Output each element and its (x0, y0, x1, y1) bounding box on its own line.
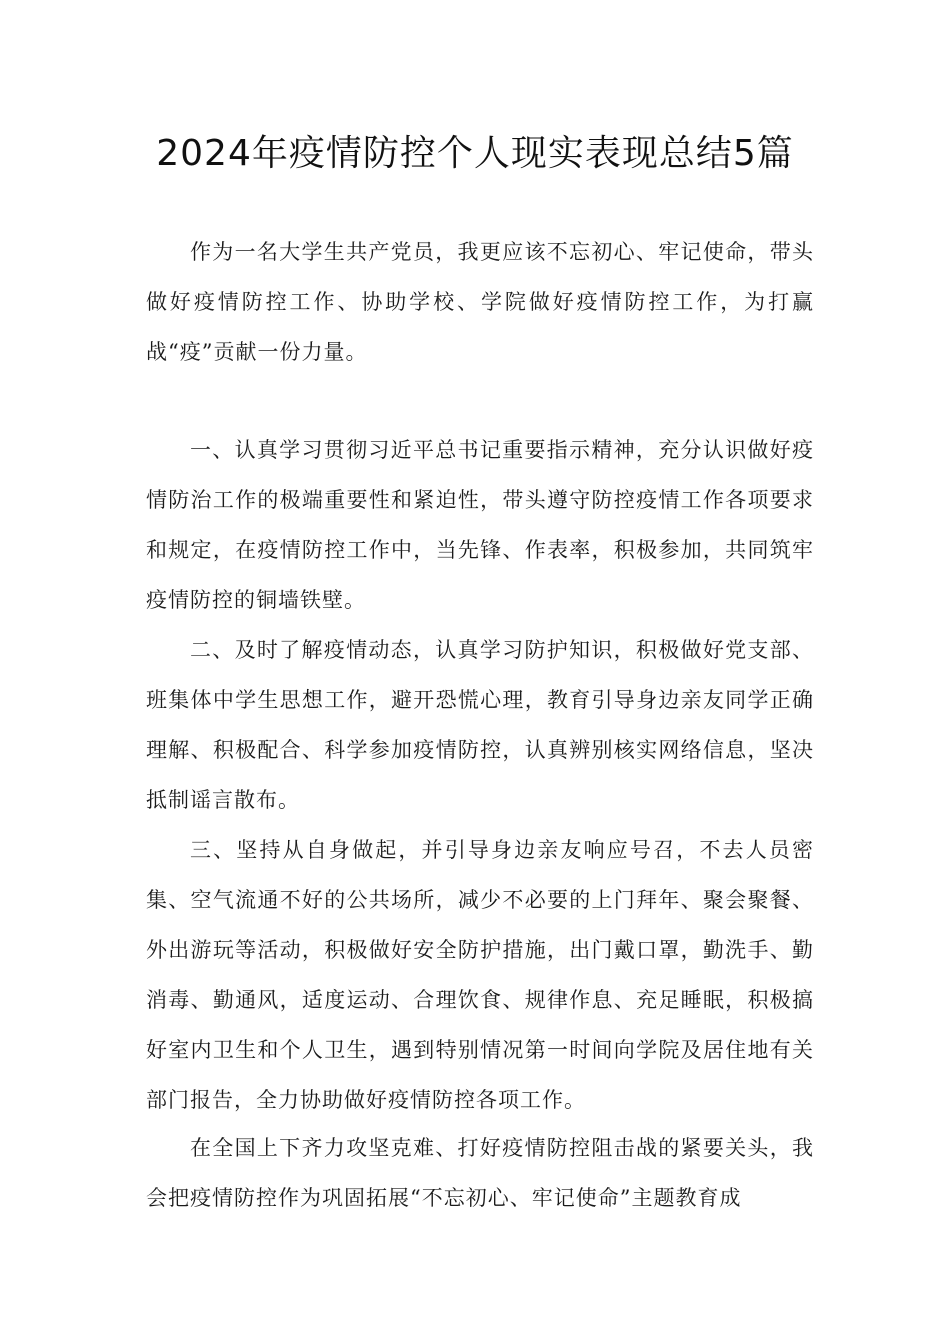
paragraph-conclusion: 在全国上下齐力攻坚克难、打好疫情防控阻击战的紧要关头，我会把疫情防控作为巩固拓展“不忘初心、牢记使命”主题教育成 (146, 1136, 814, 1210)
paragraph-point-three: 三、坚持从自身做起，并引导身边亲友响应号召，不去人员密集、空气流通不好的公共场所，减少不必要的上门拜年、聚会聚餐、外出游玩等活动，积极做好安全防护措施，出门戴口罩，勤洗手、勤消毒、勤通风，适度运动、合理饮食、规律作息、充足睡眠，积极搞好室内卫生和个人卫生，遇到特别情况第一时间向学院及居住地有关部门报告，全力协助做好疫情防控各项工作。 (146, 838, 814, 1112)
paragraph-point-two: 二、及时了解疫情动态，认真学习防护知识，积极做好党支部、班集体中学生思想工作，避开恐慌心理，教育引导身边亲友同学正确理解、积极配合、科学参加疫情防控，认真辨别核实网络信息，坚决抵制谣言散布。 (146, 638, 814, 812)
document-title: 2024年疫情防控个人现实表现总结5篇 (156, 133, 794, 174)
paragraph-intro: 作为一名大学生共产党员，我更应该不忘初心、牢记使命，带头做好疫情防控工作、协助学校、学院做好疫情防控工作，为打赢战“疫”贡献一份力量。 (146, 240, 814, 364)
paragraph-point-one: 一、认真学习贯彻习近平总书记重要指示精神，充分认识做好疫情防治工作的极端重要性和紧迫性，带头遵守防控疫情工作各项要求和规定，在疫情防控工作中，当先锋、作表率，积极参加，共同筑牢疫情防控的铜墙铁壁。 (146, 438, 814, 612)
